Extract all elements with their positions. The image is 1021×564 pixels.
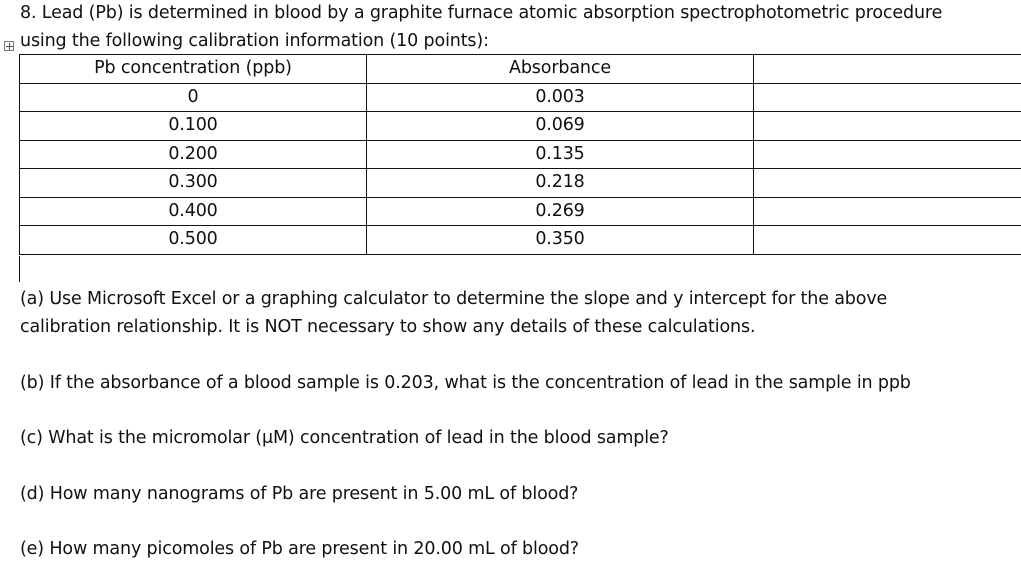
calibration-table [19, 54, 1021, 255]
table-border-stub [19, 256, 20, 282]
table-row [20, 112, 1021, 141]
part-b: (b) If the absorbance of a blood sample is 0.203, what is the concentration of lead in the sample in ppb [20, 373, 911, 393]
empty-cell [754, 226, 1021, 255]
concentration-cell: 0.500 [20, 226, 367, 255]
header-absorbance: Absorbance [367, 55, 754, 84]
question-intro-line2: using the following calibration information (10 points): [20, 31, 489, 51]
empty-cell [754, 83, 1021, 112]
table-row [20, 169, 1021, 198]
header-empty [754, 55, 1021, 84]
empty-cell [754, 112, 1021, 141]
part-a-line2: calibration relationship. It is NOT necessary to show any details of these calculations. [20, 317, 756, 337]
absorbance-cell: 0.135 [367, 140, 754, 169]
concentration-cell: 0 [20, 83, 367, 112]
table-row [20, 140, 1021, 169]
table-row [20, 83, 1021, 112]
part-d: (d) How many nanograms of Pb are present in 5.00 mL of blood? [20, 484, 579, 504]
table-move-handle-icon[interactable] [4, 41, 14, 51]
empty-cell [754, 169, 1021, 198]
absorbance-cell: 0.269 [367, 197, 754, 226]
table-row [20, 226, 1021, 255]
absorbance-cell: 0.069 [367, 112, 754, 141]
empty-cell [754, 140, 1021, 169]
empty-cell [754, 197, 1021, 226]
part-e: (e) How many picomoles of Pb are present in 20.00 mL of blood? [20, 539, 579, 559]
concentration-cell: 0.400 [20, 197, 367, 226]
question-intro-line1: 8. Lead (Pb) is determined in blood by a graphite furnace atomic absorption spectrophotometric procedure [20, 3, 943, 23]
table-header-row [20, 55, 1021, 84]
absorbance-cell: 0.350 [367, 226, 754, 255]
concentration-cell: 0.100 [20, 112, 367, 141]
concentration-cell: 0.200 [20, 140, 367, 169]
concentration-cell: 0.300 [20, 169, 367, 198]
header-pb-concentration: Pb concentration (ppb) [20, 55, 367, 84]
absorbance-cell: 0.003 [367, 83, 754, 112]
table-row [20, 197, 1021, 226]
absorbance-cell: 0.218 [367, 169, 754, 198]
part-c: (c) What is the micromolar (μM) concentration of lead in the blood sample? [20, 428, 669, 448]
part-a-line1: (a) Use Microsoft Excel or a graphing calculator to determine the slope and y intercept for the above [20, 289, 888, 309]
